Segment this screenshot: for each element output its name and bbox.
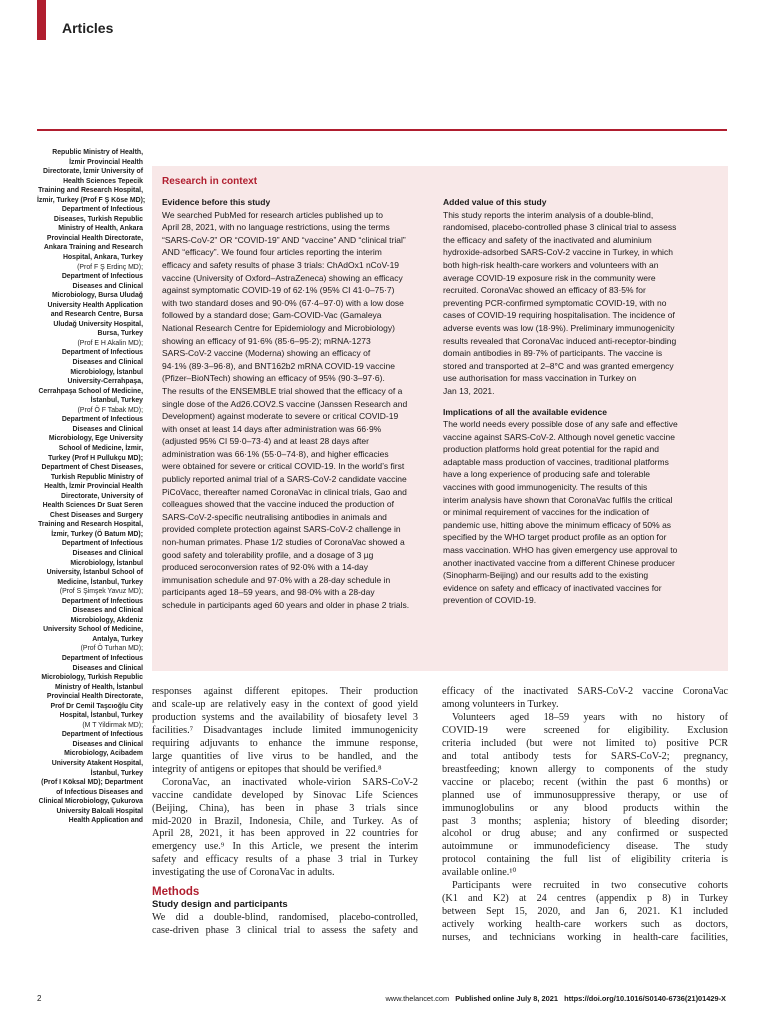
added-value-line: average COVID-19 exposure risk in the community were xyxy=(443,272,656,283)
footer-published: Published online July 8, 2021 xyxy=(455,994,558,1003)
affiliation-line: İstanbul, Turkey xyxy=(90,397,143,405)
affiliation-line: Microbiology, Bursa Uludağ xyxy=(52,292,143,300)
affiliation-line: Health Sciences Tepecik xyxy=(63,177,143,185)
affiliation-line: (Prof Ö Turhan MD); xyxy=(80,645,143,653)
affiliation-line: Diseases and Clinical xyxy=(72,425,143,433)
evidence-line: 94·1% (89·3–96·8), and BNT162b2 mRNA COVID-19 vaccine xyxy=(162,360,395,371)
evidence-line: April 28, 2021, with no language restrictions, using the terms xyxy=(162,222,390,233)
evidence-line: publicly reported animal trial of a SARS-CoV-2 candidate vaccine xyxy=(162,474,407,485)
affiliation-line: Department of Infectious xyxy=(61,206,143,214)
paragraph-line: COVID-19 were screened for eligibility. Exclusion xyxy=(442,724,728,736)
paragraph-line: protocol containing the full list of eligibility criteria is xyxy=(442,854,728,866)
implications-line: vaccines with good immunogenicity. The results of this xyxy=(443,482,648,493)
evidence-line: immunisation schedule and 97·0% with a 28-day schedule in xyxy=(162,574,391,585)
paragraph-line: responses against different epitopes. Their production xyxy=(152,686,418,697)
added-value-line: the efficacy and safety of the inactivated and aluminium xyxy=(443,234,652,245)
affiliation-line: Training and Research Hospital, xyxy=(38,521,143,529)
evidence-line: provided complete protection against SARS-CoV-2 challenge in xyxy=(162,524,401,535)
paragraph-line: among volunteers in Turkey. xyxy=(442,698,559,710)
implications-line: mass vaccination. WHO has given emergency use approval to xyxy=(443,545,678,556)
affiliation-line: Microbiology, İstanbul xyxy=(70,368,143,376)
affiliation-line: Health Application and xyxy=(68,817,143,825)
footer-citation xyxy=(385,994,726,1003)
implications-line: adaptable mass production of vaccines, traditional platforms xyxy=(443,456,669,467)
evidence-line: Development) against moderate to severe or critical COVID-19 xyxy=(162,411,399,422)
paragraph-line: integrity of antigens or epitopes that should be verified.⁸ xyxy=(152,763,382,775)
added-value-line: adverse events was low (18·9%). Preliminary immunogenicity xyxy=(443,322,675,333)
added-value-line: Jan 13, 2021. xyxy=(443,385,495,396)
affiliation-line: University Health Application xyxy=(47,301,143,309)
paragraph-line: Participants were recruited in two consecutive cohorts xyxy=(452,880,728,892)
affiliation-line: Department of Infectious xyxy=(61,273,143,281)
affiliation-line: University, İstanbul School of xyxy=(46,569,143,577)
evidence-line: (adjusted 95% CI 59·0–73·4) and at least 28 days after xyxy=(162,436,369,447)
evidence-line: The results of the ENSEMBLE trial showed that the efficacy of a xyxy=(162,385,403,396)
evidence-line: with onset at least 14 days after administration was 66·9% xyxy=(162,423,382,434)
added-value-heading: Added value of this study xyxy=(443,197,547,207)
author-affiliations xyxy=(37,148,146,826)
affiliation-line: Diseases and Clinical xyxy=(72,359,143,367)
paragraph-line: emergency use.⁹ In this Article, we present the interim xyxy=(152,841,418,853)
paragraph-line: breastfeeding; known allergy to components of the study xyxy=(442,763,728,775)
evidence-line: “SARS-CoV-2” OR “COVID-19” AND “vaccine” AND “clinical trial” xyxy=(162,234,406,245)
affiliation-line: School of Medicine, İzmir, xyxy=(58,444,143,452)
implications-line: prevention of COVID-19. xyxy=(443,595,537,606)
paragraph-line: criteria included (but were not limited to) positive PCR xyxy=(442,737,728,749)
evidence-line: vaccine (University of Oxford–AstraZeneca) showing an efficacy xyxy=(162,272,403,283)
paragraph-line: case-driven phase 3 clinical trial to assess the safety and xyxy=(152,925,418,937)
affiliation-line: Turkey (Prof H Pullukçu MD); xyxy=(48,454,143,462)
affiliation-line: Chest Diseases and Surgery xyxy=(49,511,143,519)
affiliation-line: University Atakent Hospital, xyxy=(51,760,143,767)
affiliation-line: Department of Infectious xyxy=(61,731,143,739)
affiliation-line: Provincial Health Directorate, xyxy=(46,693,143,701)
affiliation-line: Republic Ministry of Health, xyxy=(52,149,143,156)
affiliation-line: Diseases and Clinical xyxy=(72,282,143,290)
paragraph-line: safety and efficacy results of a phase 3 trial in Turkey xyxy=(152,854,418,866)
page-number: 2 xyxy=(37,994,42,1003)
evidence-line: administration was 66·1% (55·0–74·8), and higher efficacies xyxy=(162,448,389,459)
paragraph-line: efficacy of the inactivated SARS-CoV-2 vaccine CoronaVac xyxy=(442,686,728,697)
paragraph-line: large quantities of live virus to be handled, and the xyxy=(152,750,418,762)
evidence-line: AND “efficacy”. We found four articles reporting the interim xyxy=(162,247,382,258)
paragraph-line: vaccine candidate developed by Sinovac Life Sciences xyxy=(152,789,418,801)
affiliation-line: (Prof S Şimşek Yavuz MD); xyxy=(59,588,143,596)
evidence-line: followed by a standard dose; Gam-COVID-Vac (Gamaleya xyxy=(162,310,382,321)
affiliation-line: Directorate, University of xyxy=(61,492,143,500)
paragraph-line: actively working health-care workers such as doctors, xyxy=(442,919,728,931)
paragraph-line: investigating the use of CoronaVac in adults. xyxy=(152,867,335,879)
affiliation-line: Microbiology, Ege University xyxy=(48,435,143,443)
affiliation-line: Clinical Microbiology, Çukurova xyxy=(38,798,143,806)
affiliation-line: Microbiology, Acibadem xyxy=(64,750,143,758)
evidence-line: single dose of the Ad26.COV2.S vaccine (Janssen Research and xyxy=(162,398,408,409)
affiliation-line: University-Cerrahpaşa, xyxy=(67,378,143,386)
affiliation-line: Diseases and Clinical xyxy=(72,740,143,748)
methods-heading: Methods xyxy=(152,886,200,899)
affiliation-line: Directorate, İzmir University of xyxy=(43,168,143,176)
affiliation-line: Microbiology, Akdeniz xyxy=(70,616,143,624)
body-column-left xyxy=(152,686,418,938)
affiliation-line: Department of Infectious xyxy=(61,654,143,662)
affiliation-line: and Research Centre, Bursa xyxy=(50,311,143,319)
affiliation-line: (Prof Ö F Tabak MD); xyxy=(77,406,143,414)
affiliation-line: Diseases and Clinical xyxy=(72,607,143,615)
implications-line: (Sinopharm-Beijing) and our results add to the existing xyxy=(443,570,649,581)
implications-heading: Implications of all the available evidence xyxy=(443,406,607,417)
paragraph-line: We did a double-blind, randomised, placebo-controlled, xyxy=(152,912,418,924)
body-column-right xyxy=(442,686,728,945)
paragraph-line: vaccine or placebo; recent (within the past 6 months) or xyxy=(442,776,728,788)
evidence-line: good safety and tolerability profile, and a dosage of 3 µg xyxy=(162,549,374,560)
affiliation-line: Department of Infectious xyxy=(61,416,143,424)
paragraph-line: April 28, 2021, it has been approved in 22 countries for xyxy=(152,828,418,840)
added-value-line: use authorisation for mass vaccination in Turkey on xyxy=(443,373,637,384)
affiliation-line: Microbiology, Turkish Republic xyxy=(41,674,143,682)
affiliation-line: İstanbul, Turkey xyxy=(90,769,143,777)
evidence-line: showing an efficacy of 91·6% (85·6–95·2); mRNA-1273 xyxy=(162,335,371,346)
evidence-line: produced seroconversion rates of 92·0% with a 14-day xyxy=(162,562,369,573)
affiliation-line: Bursa, Turkey xyxy=(97,330,143,338)
implications-line: another inactivated vaccine from a different Chinese producer xyxy=(443,557,675,568)
added-value-line: preventing PCR-confirmed symptomatic COVID-19, with no xyxy=(443,297,667,308)
added-value-line: hydroxide-adsorbed SARS-CoV-2 vaccine in Turkey, in which xyxy=(443,247,673,258)
paragraph-line: and total antibody tests for SARS-CoV-2; pregnancy, xyxy=(442,750,728,762)
evidence-line: with two standard doses and 90·0% (67·4–97·0) with a low dose xyxy=(162,297,404,308)
paragraph-line: past 3 months; asplenia; history of bleeding disorder; xyxy=(442,815,728,827)
affiliation-line: Ministry of Health, Ankara xyxy=(58,225,143,233)
evidence-line: PiCoVacc, thereafter named CoronaVac in clinical trials, Gao and xyxy=(162,486,407,497)
evidence-before-heading: Evidence before this study xyxy=(162,197,271,207)
evidence-line: We searched PubMed for research articles published up to xyxy=(162,209,383,220)
header-rule xyxy=(37,129,727,131)
affiliation-line: Cerrahpaşa School of Medicine, xyxy=(38,387,143,395)
affiliation-line: Prof Dr Cemil Taşcıoğlu City xyxy=(50,702,143,710)
implications-line: pandemic use, hitting above the minimum efficacy of 50% as xyxy=(443,519,672,530)
evidence-line: (Pfizer–BioNTech) showing an efficacy of 95% (90·3–97·6). xyxy=(162,373,385,384)
affiliation-line: Diseases and Clinical xyxy=(72,549,143,557)
paragraph-line: facilities.⁷ Disadvantages include limited immunogenicity xyxy=(152,724,418,736)
affiliation-line: (Prof F Ş Erdinç MD); xyxy=(77,263,143,271)
paragraph-line: immunoglobulins or any blood products within the xyxy=(442,802,728,814)
paragraph-line: alcohol or drug abuse; and any confirmed or suspected xyxy=(442,828,728,840)
footer-doi[interactable]: https://doi.org/10.1016/S0140-6736(21)01429-X xyxy=(564,994,726,1003)
affiliation-line: Department of Infectious xyxy=(61,349,143,357)
evidence-line: participants aged 18–59 years, and 98·0% with a 28-day xyxy=(162,587,375,598)
paragraph-line: CoronaVac, an inactivated whole-virion SARS-CoV-2 xyxy=(162,776,418,788)
section-title: Articles xyxy=(62,20,114,36)
implications-line: The world needs every possible dose of any safe and effective xyxy=(443,419,678,430)
evidence-line: against symptomatic COVID-19 of 62·1% (95% CI 41·0–75·7) xyxy=(162,285,395,296)
affiliation-line: University School of Medicine, xyxy=(43,626,143,634)
implications-line: production platforms hold great potential for the rapid and xyxy=(443,444,659,455)
affiliation-line: Ministry of Health, İstanbul xyxy=(54,683,143,691)
paragraph-line: nurses, and technicians working in health-care facilities, xyxy=(442,932,728,944)
footer-site[interactable]: www.thelancet.com xyxy=(385,994,450,1003)
journal-accent-bar xyxy=(37,0,46,40)
affiliation-line: University Balcali Hospital xyxy=(56,807,143,815)
evidence-line: non-human primates. Phase 1/2 studies of CoronaVac showed a xyxy=(162,537,405,548)
paragraph-line: planned use of immunosuppressive therapy, or use of xyxy=(442,789,728,801)
paragraph-line: between Sept 15, 2020, and Jan 6, 2021. K1 included xyxy=(442,906,728,918)
evidence-line: National Research Centre for Epidemiology and Microbiology) xyxy=(162,322,395,333)
implications-line: specified by the WHO target product profile as an option for xyxy=(443,532,667,543)
added-value-line: recruited. CoronaVac showed an efficacy of 83·5% for xyxy=(443,285,646,296)
evidence-line: schedule in participants aged 60 years and older in phase 2 trials. xyxy=(162,600,410,610)
affiliation-line: Uludağ University Hospital, xyxy=(53,320,143,328)
affiliation-line: İzmir Provincial Health xyxy=(69,158,143,166)
paragraph-line: (Beijing, China), has been in phase 3 trials since xyxy=(152,802,418,814)
evidence-line: colleagues showed that the vaccine induced the production of xyxy=(162,499,395,510)
paragraph-line: requiring adjuvants to enhance the immune response, xyxy=(152,737,418,749)
affiliation-line: Department of Infectious xyxy=(61,540,143,548)
evidence-line: were obtained for severe or critical COVID-19. In the world’s first xyxy=(162,461,405,472)
affiliation-line: İzmir, Turkey (Ö Batum MD); xyxy=(51,530,143,538)
affiliation-line: Diseases, Turkish Republic xyxy=(53,215,143,223)
affiliation-line: Hospital, Ankara, Turkey xyxy=(62,254,143,262)
evidence-before-study xyxy=(162,196,428,612)
affiliation-line: Training and Research Hospital, xyxy=(38,187,143,195)
affiliation-line: Medicine, İstanbul, Turkey xyxy=(57,578,143,586)
affiliation-line: Ankara Training and Research xyxy=(43,244,143,252)
implications-line: vaccine against SARS-CoV-2. Although novel genetic vaccine xyxy=(443,431,675,442)
implications-line: interim analysis have shown that CoronaVac fulfils the critical xyxy=(443,494,673,505)
implications-line: have a long experience of producing safe and tolerable xyxy=(443,469,650,480)
affiliation-line: of Infectious Diseases and xyxy=(56,788,143,796)
paragraph-line: autoimmune or immunodeficiency disease. The study xyxy=(442,841,728,853)
affiliation-line: (Prof E H Akalin MD); xyxy=(77,339,143,347)
affiliation-line: Diseases and Clinical xyxy=(72,664,143,672)
evidence-line: SARS-CoV-2-specific neutralising antibodies in animals and xyxy=(162,511,387,522)
added-value-section xyxy=(443,196,719,607)
evidence-line: efficacy and safety results of phase 3 trials: ChAdOx1 nCoV-19 xyxy=(162,259,400,270)
added-value-line: stored and transported at 2–8°C and was granted emergency xyxy=(443,360,674,371)
study-design-subheading: Study design and participants xyxy=(152,899,288,911)
affiliation-line: Department of Chest Diseases, xyxy=(41,464,143,472)
affiliation-line: Provincial Health Directorate, xyxy=(46,234,143,242)
added-value-line: domain antibodies in 89·7% of participants. The vaccine is xyxy=(443,348,663,359)
paragraph-line: Volunteers aged 18–59 years with no history of xyxy=(452,711,728,723)
added-value-line: both high-risk health-care workers and volunteers with an xyxy=(443,259,659,270)
affiliation-line: Hospital, İstanbul, Turkey xyxy=(59,712,143,720)
affiliation-line: Microbiology, İstanbul xyxy=(70,559,143,567)
affiliation-line: (Prof I Köksal MD); Department xyxy=(41,779,143,787)
affiliation-line: İzmir, Turkey (Prof F Ş Köse MD); xyxy=(37,196,146,204)
implications-line: evidence on safety and efficacy of inactivated vaccines for xyxy=(443,582,662,593)
paragraph-line: production systems and the availability of biosafety level 3 xyxy=(152,711,418,723)
affiliation-line: Health, İzmir Provincial Health xyxy=(44,483,143,491)
added-value-line: This study reports the interim analysis of a double-blind, xyxy=(443,209,654,220)
implications-line: or minimal requirement of vaccines for the indication of xyxy=(443,507,649,518)
affiliation-line: Health Sciences Dr Suat Seren xyxy=(42,502,143,510)
evidence-line: SARS-CoV-2 vaccine (Moderna) showing an efficacy of xyxy=(162,348,371,359)
affiliation-line: Department of Infectious xyxy=(61,597,143,605)
paragraph-line: mid-2020 in Brazil, Indonesia, Chile, and Turkey. As of xyxy=(152,815,418,827)
added-value-line: cases of COVID-19 requiring hospitalisation. The incidence of xyxy=(443,310,675,321)
affiliation-line: Turkish Republic Ministry of xyxy=(50,473,143,481)
affiliation-line: Antalya, Turkey xyxy=(92,635,143,643)
added-value-line: randomised, placebo-controlled phase 3 clinical trial to assess xyxy=(443,222,677,233)
research-in-context-title: Research in context xyxy=(162,176,258,187)
added-value-line: results revealed that CoronaVac induced anti-receptor-binding xyxy=(443,335,677,346)
paragraph-line: available online.¹⁰ xyxy=(442,867,517,879)
paragraph-line: and scale-up are relatively easy in the context of good yield xyxy=(152,698,418,710)
paragraph-line: (K1 and K2) at 24 centres (appendix p 8) in Turkey xyxy=(442,893,728,905)
affiliation-line: (M T Yildirmak MD); xyxy=(82,721,143,729)
